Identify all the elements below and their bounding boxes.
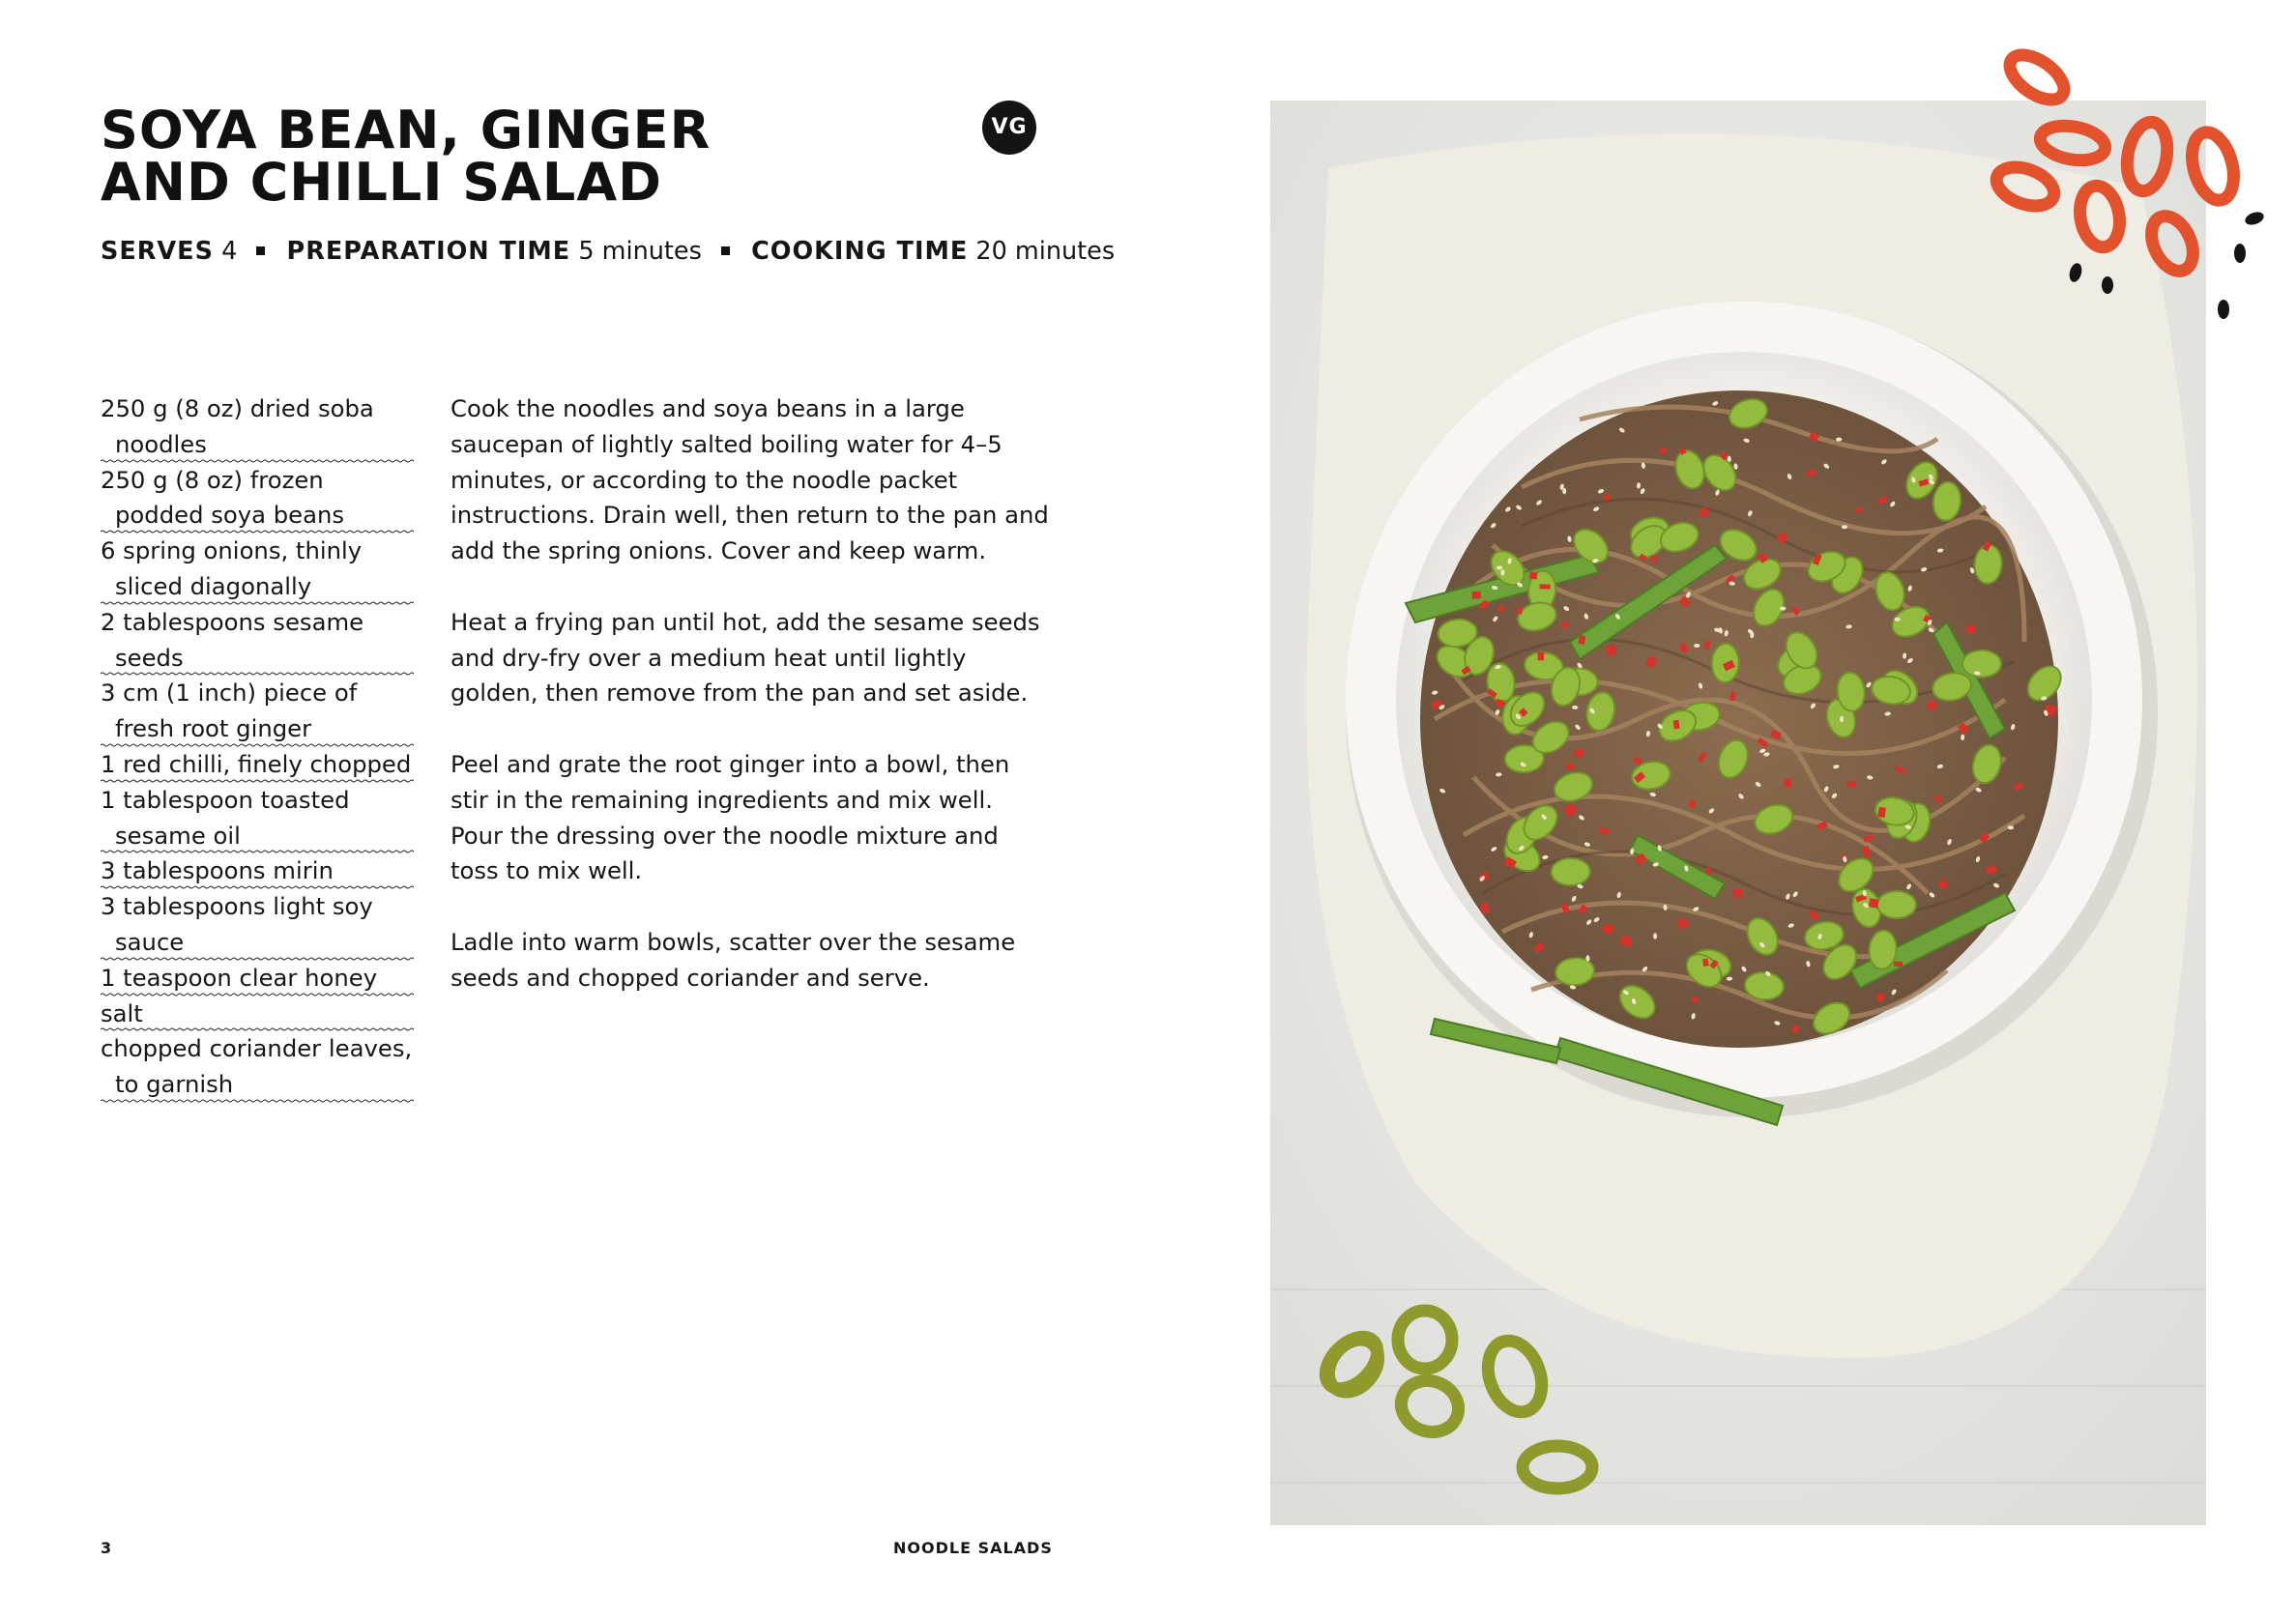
method-step: Heat a frying pan until hot, add the sesame seeds and dry-fry over a medium heat until lightly golden, then remove from the pan and set aside. [450, 607, 1040, 708]
serves-value: 4 [221, 237, 238, 266]
ingredient-item: 3 tablespoons mirin [101, 853, 414, 889]
cook-time-value: 20 minutes [975, 237, 1116, 266]
recipe-title-line-2: AND CHILLI SALAD [101, 152, 662, 213]
recipe-title-line-1: SOYA BEAN, GINGER [101, 100, 712, 160]
ingredient-item: 250 g (8 oz) dried soba noodles [101, 391, 414, 463]
prep-time-value: 5 minutes [578, 237, 702, 266]
ingredient-list [101, 391, 414, 1103]
ingredient-item: chopped coriander leaves, to garnish [101, 1031, 414, 1103]
ingredient-item: 3 tablespoons light soy sauce [101, 889, 414, 961]
ingredient-item: 1 teaspoon clear honey [101, 961, 414, 997]
method-step: Cook the noodles and soya beans in a large saucepan of lightly salted boiling water for 4–5 minutes, or according to the noodle packet instructions. Drain well, then return to the pan and add the spring onions. Cover and keep warm. [450, 394, 1049, 565]
recipe-title [101, 100, 797, 213]
ingredient-item: 250 g (8 oz) frozen podded soya beans [101, 463, 414, 535]
cook-time-label: COOKING TIME [751, 237, 969, 266]
noodle-bowl-illustration [1270, 101, 2206, 1525]
method-step: Ladle into warm bowls, scatter over the sesame seeds and chopped coriander and serve. [450, 927, 1016, 992]
ingredient-item: salt [101, 997, 414, 1032]
ingredient-item: 1 red chilli, finely chopped [101, 747, 414, 783]
page-number: 3 [101, 1539, 112, 1557]
section-name: NOODLE SALADS [893, 1539, 1053, 1557]
recipe-meta [101, 236, 1115, 267]
ingredient-item: 1 tablespoon toasted sesame oil [101, 783, 414, 854]
method-text [450, 391, 1050, 1031]
ingredient-item: 2 tablespoons sesame seeds [101, 605, 414, 677]
ingredient-item: 6 spring onions, thinly sliced diagonally [101, 534, 414, 605]
method-step: Peel and grate the root ginger into a bowl, then stir in the remaining ingredients and mix well. Pour the dressing over the noodle mixture and toss to mix well. [450, 749, 1010, 885]
serves-label: SERVES [101, 237, 214, 266]
meta-separator [256, 246, 265, 255]
meta-separator [721, 246, 730, 255]
food-photo [1270, 101, 2206, 1525]
ingredient-item: 3 cm (1 inch) piece of fresh root ginger [101, 676, 414, 747]
vegan-badge: VG [982, 101, 1036, 155]
prep-time-label: PREPARATION TIME [286, 237, 571, 266]
